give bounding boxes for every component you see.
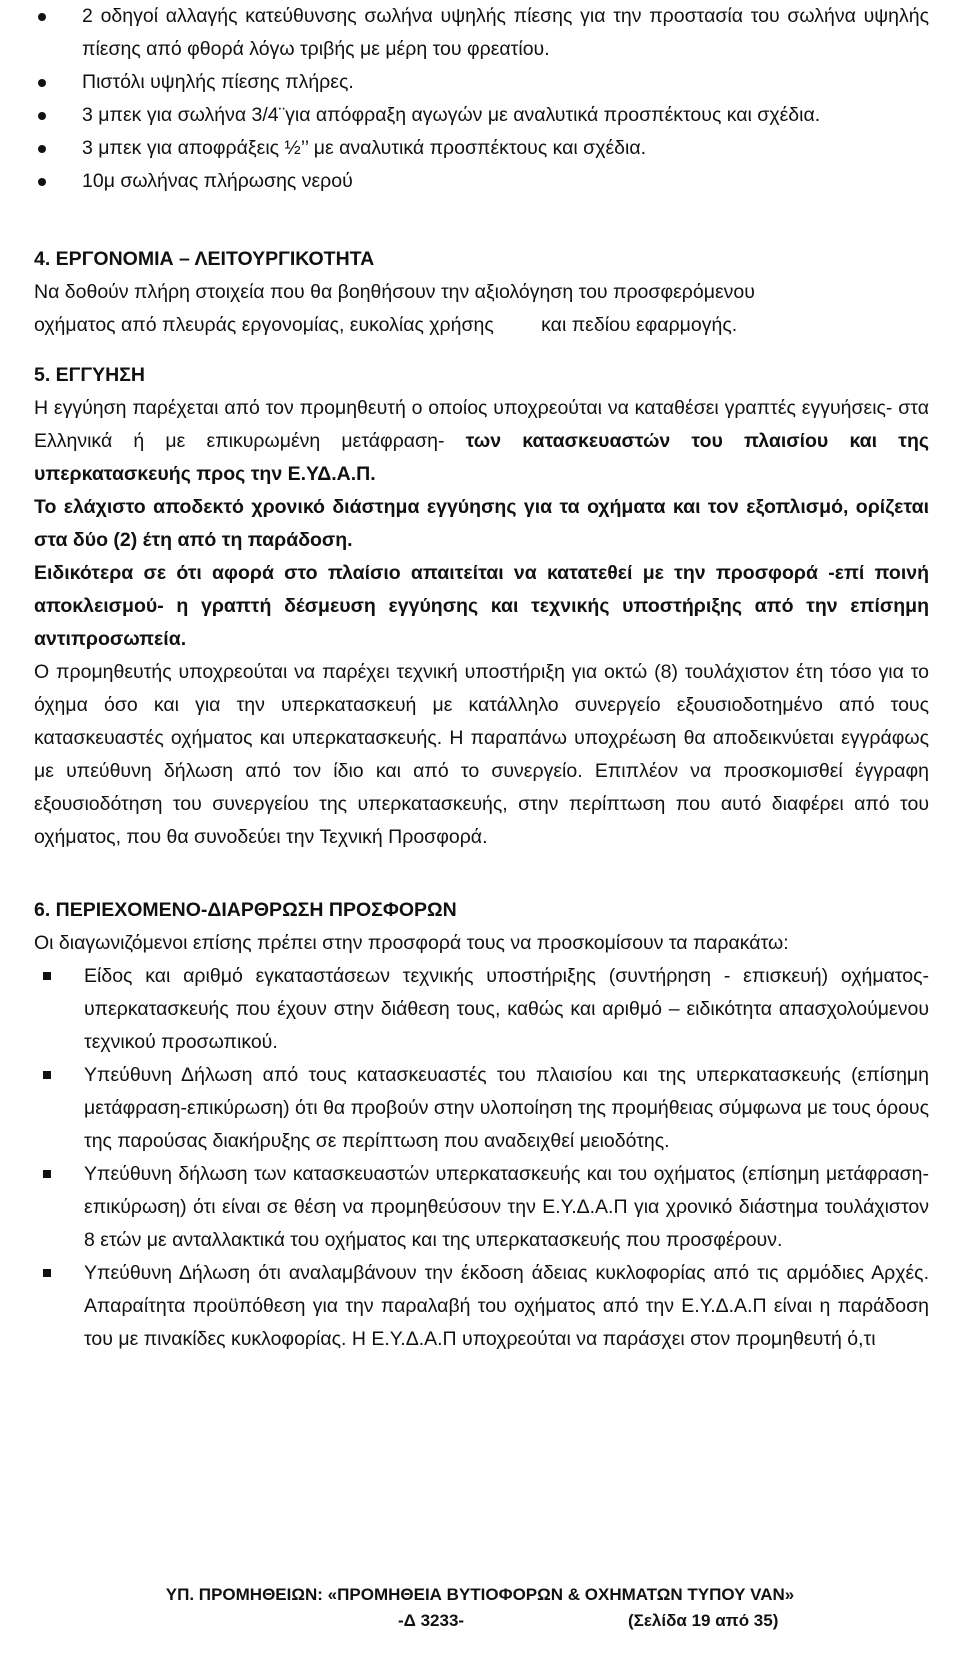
requirements-list: [34, 960, 929, 1356]
list-item: 2 οδηγοί αλλαγής κατεύθυνσης σωλήνα υψηλής πίεσης για την προστασία του σωλήνα υψηλής πίεσης από φθορά λόγω τριβής με μέρη του φρεατίου.: [34, 0, 929, 66]
paragraph: Το ελάχιστο αποδεκτό χρονικό διάστημα εγγύησης για τα οχήματα και τον εξοπλισμό, ορίζεται στα δύο (2) έτη από τη παράδοση.: [34, 496, 929, 551]
text-fragment: οχήματος από πλευράς εργονομίας, ευκολίας χρήσης: [34, 314, 494, 336]
page-number: (Σελίδα 19 από 35): [628, 1611, 779, 1630]
page-footer: [0, 1582, 960, 1634]
document-code: -Δ 3233-: [398, 1611, 465, 1630]
paragraph: Ο προμηθευτής υποχρεούται να παρέχει τεχνική υποστήριξη για οκτώ (8) τουλάχιστον έτη τόσο για το όχημα όσο και για την υπερκατασκευή με κατάλληλο συνεργείο εξουσιοδοτημένο από τους κατασκευαστές οχήματος και υπερκατασκευής. Η παραπάνω υποχρέωση θα αποδεικνύεται εγγράφως με υπεύθυνη δήλωση από τον ίδιο και από το συνεργείο. Επιπλέον να προσκομισθεί έγγραφη εξουσιοδότηση του συνεργείου της υπερκατασκευής, στην περίπτωση που αυτό διαφέρει από του οχήματος, που θα συνοδεύει την Τεχνική Προσφορά.: [34, 661, 929, 848]
document-page: [34, 0, 929, 1356]
section-heading: 4. ΕΡΓΟΝΟΜΙΑ – ΛΕΙΤΟΥΡΓΙΚΟΤΗΤΑ: [34, 248, 375, 270]
list-item: 10μ σωλήνας πλήρωσης νερού: [34, 165, 929, 198]
footer-info: [0, 1608, 960, 1634]
equipment-list: [34, 0, 929, 198]
paragraph: [34, 309, 929, 342]
footer-title: ΥΠ. ΠΡΟΜΗΘΕΙΩΝ: «ΠΡΟΜΗΘΕΙΑ ΒΥΤΙΟΦΟΡΩΝ & ΟΧΗΜΑΤΩΝ ΤΥΠΟΥ VAN»: [165, 1585, 795, 1604]
text-fragment: και πεδίου εφαρμογής.: [541, 314, 738, 336]
list-item: Υπεύθυνη δήλωση των κατασκευαστών υπερκατασκευής και του οχήματος (επίσημη μετάφραση-επικύρωση) ότι είναι σε θέση να προμηθεύσουν την Ε.Υ.Δ.Α.Π για χρονικό διάστημα τουλάχιστον 8 ετών με ανταλλακτικά του οχήματος και της υπερκατασκευής που προσφέρουν.: [34, 1158, 929, 1257]
paragraph: Να δοθούν πλήρη στοιχεία που θα βοηθήσουν την αξιολόγηση του προσφερόμενου: [34, 281, 755, 303]
list-item: Υπεύθυνη Δήλωση ότι αναλαμβάνουν την έκδοση άδειας κυκλοφορίας από τις αρμόδιες Αρχές. Απαραίτητα προϋπόθεση για την παραλαβή του οχήματος από την Ε.Υ.Δ.Α.Π είναι η παράδοση του με πινακίδες κυκλοφορίας. Η Ε.Υ.Δ.Α.Π υποχρεούται να παράσχει στον προμηθευτή ό,τι: [34, 1257, 929, 1356]
section-heading: 5. ΕΓΓΥΗΣΗ: [34, 364, 146, 386]
text-fragment: των κατασκευαστών του πλαισίου και της υπερκατασκευής προς την Ε.ΥΔ.Α.Π.: [34, 430, 929, 485]
section-5: [34, 359, 929, 854]
list-item: Είδος και αριθμό εγκαταστάσεων τεχνικής υποστήριξης (συντήρηση - επισκευή) οχήματος-υπερκατασκευής που έχουν στην διάθεση τους, καθώς και αριθμό – ειδικότητα απασχολούμενου τεχνικού προσωπικού.: [34, 960, 929, 1059]
paragraph: [34, 392, 929, 491]
section-4: [34, 243, 929, 342]
section-heading: 6. ΠΕΡΙΕΧΟΜΕΝΟ-ΔΙΑΡΘΡΩΣΗ ΠΡΟΣΦΟΡΩΝ: [34, 899, 457, 921]
text-fragment: Η εγγύηση παρέχεται από τον προμηθευτή ο οποίος υποχρεούται να καταθέσει γραπτές εγγυήσεις- στα Ελληνικά ή με επικυρωμένη μετάφραση-: [34, 397, 929, 452]
list-item: 3 μπεκ για σωλήνα 3/4¨για απόφραξη αγωγών με αναλυτικά προσπέκτους και σχέδια.: [34, 99, 929, 132]
list-item: 3 μπεκ για αποφράξεις ½’’ με αναλυτικά προσπέκτους και σχέδια.: [34, 132, 929, 165]
paragraph: Ειδικότερα σε ότι αφορά στο πλαίσιο απαιτείται να κατατεθεί με την προσφορά -επί ποινή αποκλεισμού- η γραπτή δέσμευση εγγύησης και τεχνικής υποστήριξης από την επίσημη αντιπροσωπεία.: [34, 562, 929, 650]
section-6: [34, 894, 929, 1356]
paragraph: Οι διαγωνιζόμενοι επίσης πρέπει στην προσφορά τους να προσκομίσουν τα παρακάτω:: [34, 932, 789, 954]
list-item: Πιστόλι υψηλής πίεσης πλήρες.: [34, 66, 929, 99]
list-item: Υπεύθυνη Δήλωση από τους κατασκευαστές του πλαισίου και της υπερκατασκευής (επίσημη μετάφραση-επικύρωση) ότι θα προβούν στην υλοποίηση της προμήθειας σύμφωνα με τους όρους της παρούσας διακήρυξης σε περίπτωση που αναδειχθεί μειοδότης.: [34, 1059, 929, 1158]
